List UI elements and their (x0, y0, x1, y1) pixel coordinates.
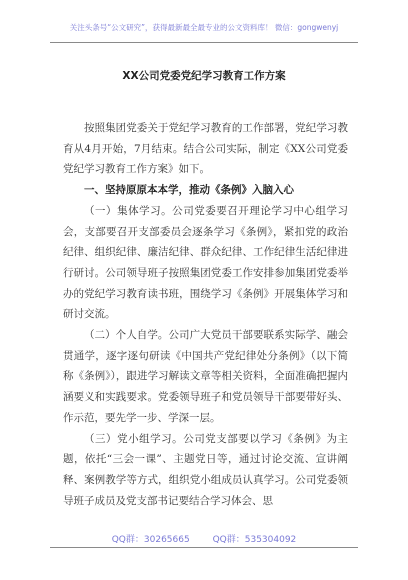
footer-qq-group-2: QQ群：535304092 (212, 535, 297, 545)
footer-qq-group-1: QQ群：30265665 (111, 535, 190, 545)
header-divider (50, 42, 358, 43)
footer-contact (0, 532, 408, 545)
paragraph-self-study: （二）个人自学。公司广大党员干部要联系实际学、融会贯通学，逐字逐句研读《中国共产党纪律处分条例》（以下简称《条例》），跟进学习解读文章等相关资料，全面准确把握内涵要义和实践要求。党委领导班子和党员领导干部要带好头、作示范，要先学一步、学深一层。 (63, 329, 348, 424)
header-note: 关注头条号“公文研究”，获得最新最全最专业的公文资料库！ 微信：gongwenyj (69, 23, 339, 32)
footer-divider (50, 547, 358, 548)
document-body (63, 118, 348, 511)
section-heading: 一、坚持原原本本学，推动《条例》入脑入心 (84, 184, 294, 197)
intro-paragraph: 按照集团党委关于党纪学习教育的工作部署，党纪学习教育从4月开始，7月结束。结合公司实际，制定《XX公司党委党纪学习教育工作方案》如下。 (63, 122, 348, 176)
paragraph-group-study: （三）党小组学习。公司党支部要以学习《条例》为主题，依托“三会一课”、主题党日等，通过讨论交流、宣讲阐释、案例教学等方式，组织党小组成员认真学习。公司党委领导班子成员及党支部书记要结合学习体会、思 (63, 432, 348, 507)
document-title: XX公司党委党纪学习教育工作方案 (122, 70, 286, 82)
paragraph-collective-study: （一）集体学习。公司党委要召开理论学习中心组学习会，支部要召开支部委员会逐条学习《条例》，紧扣党的政治纪律、组织纪律、廉洁纪律、群众纪律、工作纪律生活纪律进行研讨。公司领导班子按照集团党委工作安排参加集团党委举办的党纪学习教育读书班，围绕学习《条例》开展集体学习和研讨交流。 (63, 204, 348, 321)
